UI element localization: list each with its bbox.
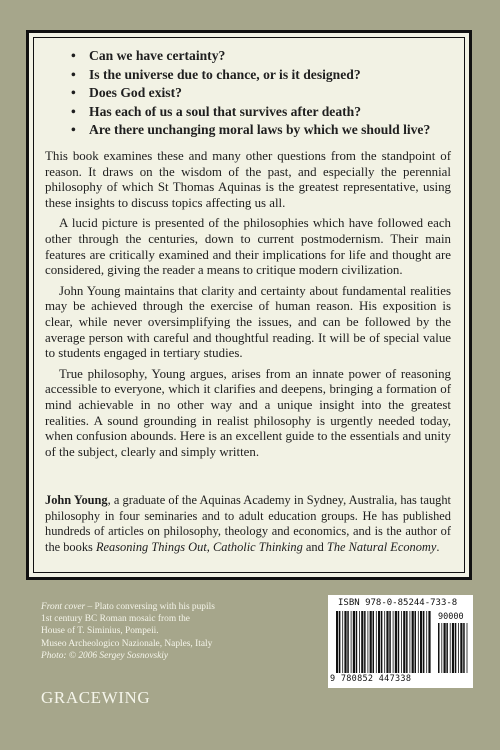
- bullet-icon: •: [71, 48, 76, 63]
- question-item: • Does God exist?: [71, 84, 461, 103]
- bullet-icon: •: [71, 85, 76, 100]
- barcode: [328, 595, 473, 688]
- book-title: The Natural Economy: [326, 539, 437, 554]
- barcode-addon-bars-icon: [438, 623, 468, 673]
- question-item: • Can we have certainty?: [71, 47, 461, 66]
- isbn-label: ISBN 978-0-85244-733-8: [338, 598, 458, 608]
- author-name: John Young: [45, 493, 108, 507]
- barcode-addon-number: 90000: [438, 612, 464, 622]
- book-title: Catholic Thinking: [212, 539, 303, 554]
- text-panel: [26, 30, 472, 580]
- description-paragraph: This book examines these and many other questions from the standpoint of reason. It draws on the wisdom of the past, and especially the perennial philosophy of which St Thomas Aquinas is the greatest representative, using these insights to discuss topics affecting us all.: [45, 149, 451, 210]
- cover-credit: Front cover – Plato conversing with his pupils 1st century BC Roman mosaic from the House of T. Siminius, Pompeii. Museo Archeologico Nazionale, Naples, Italy Photo: © 2006 Sergey Sosnovskiy: [41, 602, 215, 661]
- description-paragraph: John Young maintains that clarity and certainty about fundamental realities may be achieved through the exercise of human reason. His exposition is clear, while never oversimplifying the issues, and can be followed by the average person with careful and thoughtful reading. It will be of special value to students engaged in tertiary studies.: [45, 283, 451, 361]
- bullet-icon: •: [71, 103, 76, 119]
- question-item: • Has each of us a soul that survives after death?: [71, 103, 461, 122]
- book-title: Reasoning Things Out: [95, 539, 207, 554]
- description-paragraph: True philosophy, Young argues, arises from an innate power of reasoning accessible to everyone, which it clarifies and deepens, bringing a formation of mind achievable in no other way and a unique insight into the greatest realities. A sound grounding in realist philosophy is urgently needed today, when confusion abounds. Here is an excellent guide to the essentials and unity of the subject, clearly and simply written.: [45, 366, 451, 459]
- description: [45, 149, 451, 460]
- author-bio: John Young, a graduate of the Aquinas Academy in Sydney, Australia, has taught philosophy in four seminaries and to adult education groups. He has published hundreds of articles on philosophy, theology and economics, and is the author of the books Reasoning Things Out, Catholic Thinking and The Natural Economy.: [45, 493, 451, 554]
- question-item: • Is the universe due to chance, or is it designed?: [71, 66, 461, 85]
- publisher-name: GRACEWING: [41, 688, 151, 707]
- question-list: [71, 47, 461, 140]
- description-paragraph: A lucid picture is presented of the philosophies which have followed each other through the centuries, down to current postmodernism. Their main features are critically examined and their implications for life and thought are considered, giving the reader a means to critique modern civilization.: [45, 216, 451, 278]
- barcode-number: 9 780852 447338: [330, 674, 412, 684]
- question-item: • Are there unchanging moral laws by which we should live?: [71, 121, 461, 140]
- bullet-icon: •: [71, 122, 76, 137]
- barcode-bars-icon: [336, 611, 432, 673]
- bullet-icon: •: [71, 66, 76, 82]
